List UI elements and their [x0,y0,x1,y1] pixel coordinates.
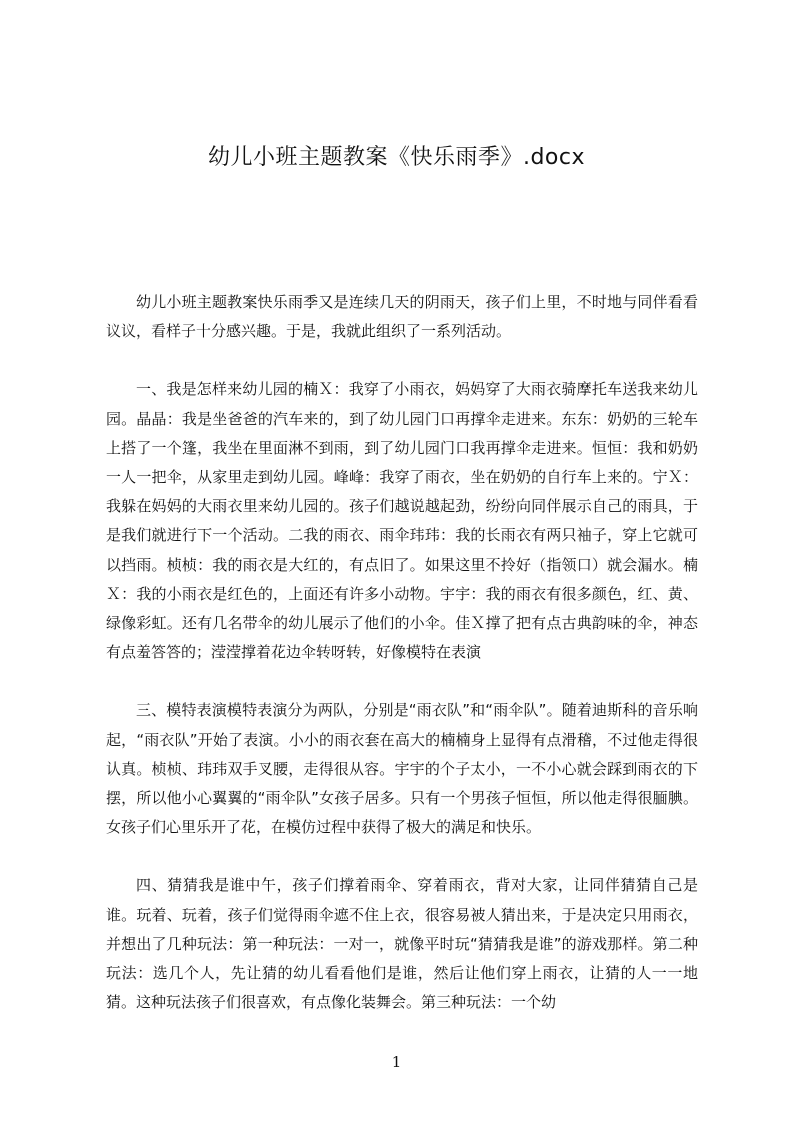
paragraph-section-4: 四、猜猜我是谁中午，孩子们撑着雨伞、穿着雨衣，背对大家，让同伴猜猜自己是谁。玩着、玩着，孩子们觉得雨伞遮不住上衣，很容易被人猜出来，于是决定只用雨衣，并想出了几种玩法：第一种玩法：一对一，就像平时玩“猜猜我是谁”的游戏那样。第二种玩法：选几个人，先让猜的幼儿看看他们是谁，然后让他们穿上雨衣，让猜的人一一地猜。这种玩法孩子们很喜欢，有点像化装舞会。第三种玩法：一个幼 [106,876,698,1012]
document-body [106,288,698,1016]
document-title: 幼儿小班主题教案《快乐雨季》.docx [207,145,586,170]
paragraph-intro: 幼儿小班主题教案快乐雨季又是连续几天的阴雨天，孩子们上里，不时地与同伴看看议议，看样子十分感兴趣。于是，我就此组织了一系列活动。 [106,293,698,341]
paragraph-section-3: 三、模特表演模特表演分为两队，分别是“雨衣队”和“雨伞队”。随着迪斯科的音乐响起，“雨衣队”开始了表演。小小的雨衣套在高大的楠楠身上显得有点滑稽，不过他走得很认真。桢桢、玮玮双手叉腰，走得很从容。宇宇的个子太小，一不小心就会踩到雨衣的下摆，所以他小心翼翼的“雨伞队”女孩子居多。只有一个男孩子恒恒，所以他走得很腼腆。女孩子们心里乐开了花，在模仿过程中获得了极大的满足和快乐。 [106,701,698,837]
page-number: 1 [391,1053,402,1071]
paragraph-section-1: 一、我是怎样来幼儿园的楠Ｘ：我穿了小雨衣，妈妈穿了大雨衣骑摩托车送我来幼儿园。晶晶：我是坐爸爸的汽车来的，到了幼儿园门口再撑伞走进来。东东：奶奶的三轮车上搭了一个篷，我坐在里面淋不到雨，到了幼儿园门口我再撑伞走进来。恒恒：我和奶奶一人一把伞，从家里走到幼儿园。峰峰：我穿了雨衣，坐在奶奶的自行车上来的。宁Ｘ：我躲在妈妈的大雨衣里来幼儿园的。孩子们越说越起劲，纷纷向同伴展示自己的雨具，于是我们就进行下一个活动。二我的雨衣、雨伞玮玮：我的长雨衣有两只袖子，穿上它就可以挡雨。桢桢：我的雨衣是大红的，有点旧了。如果这里不拎好（指领口）就会漏水。楠Ｘ：我的小雨衣是红色的，上面还有许多小动物。宇宇：我的雨衣有很多颜色，红、黄、绿像彩虹。还有几名带伞的幼儿展示了他们的小伞。佳Ｘ撑了把有点古典韵味的伞，神态有点羞答答的；滢滢撑着花边伞转呀转，好像模特在表演 [106,380,698,662]
